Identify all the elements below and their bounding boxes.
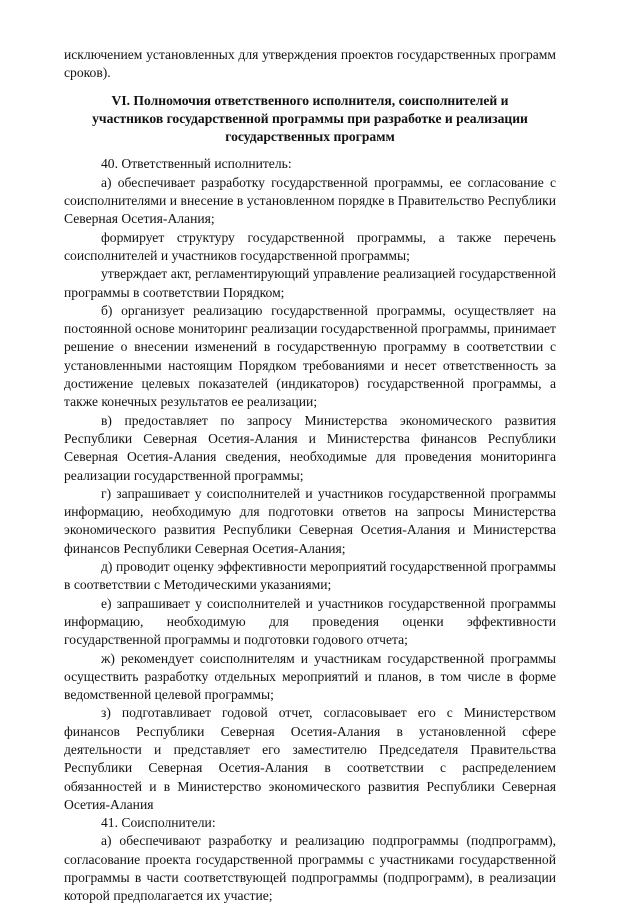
paragraph-41-title: 41. Соисполнители: [101, 815, 216, 831]
paragraph-40-z: з) подготавливает годовой отчет, согласовывает его с Министерством финансов Республики Северная Осетия-Алания в установленной сфере деятельности и представляет его заместителю Председателя Правительства Республики Северная Осетия-Алания в соответствии с распределением обязанностей и в Министерство экономического развития Республики Северная Осетия-Алания [64, 705, 556, 812]
section-heading [64, 92, 556, 147]
intro-paragraph: исключением установленных для утверждения проектов государственных программ сроков). [64, 47, 556, 81]
paragraph-40-a: а) обеспечивает разработку государственной программы, ее согласование с соисполнителями и внесение в установленном порядке в Правительство Республики Северная Осетия-Алания; [64, 174, 556, 227]
section-heading-line: участников государственной программы при разработке и реализации [92, 110, 528, 126]
paragraph-40-b: б) организует реализацию государственной программы, осуществляет на постоянной основе мониторинг реализации государственной программы, принимает решение о внесении изменений в государственную программу в соответствии с установленными настоящим Порядком требованиями и несет ответственность за достижение целевых показателей (индикаторов) государственной программы, а также конечных результатов ее реализации; [64, 302, 556, 410]
paragraph-40-title: 40. Ответственный исполнитель: [101, 156, 292, 172]
paragraph-41-a: а) обеспечивают разработку и реализацию подпрограммы (подпрограмм), согласование проекта государственной программы с участниками государственной программы в части соответствующей подпрограммы (подпрограмм), в реализации которой предполагается их участие; [64, 833, 556, 904]
paragraph-40-zh: ж) рекомендует соисполнителям и участникам государственной программы осуществить разработку отдельных мероприятий и планов, в том числе в форме ведомственной целевой программы; [64, 650, 556, 703]
paragraph-40-a-structure: формирует структуру государственной программы, а также перечень соисполнителей и участников государственной программы; [64, 229, 556, 263]
document-page [64, 46, 556, 906]
section-heading-line: государственных программ [225, 129, 395, 145]
paragraph-40-a-act: утверждает акт, регламентирующий управление реализацией государственной программы в соответствии Порядком; [64, 266, 556, 300]
paragraph-40-v: в) предоставляет по запросу Министерства экономического развития Республики Северная Осетия-Алания и Министерства финансов Республики Северная Осетия-Алания сведения, необходимые для проведения мониторинга реализации государственной программы; [64, 412, 556, 483]
paragraph-40-d: д) проводит оценку эффективности мероприятий государственной программы в соответствии с Методическими указаниями; [64, 559, 556, 593]
paragraph-40-e: е) запрашивает у соисполнителей и участников государственной программы информацию, необходимую для проведения оценки эффективности государственной программы и подготовки годового отчета; [64, 595, 556, 648]
paragraph-40-g: г) запрашивает у соисполнителей и участников государственной программы информацию, необходимую для подготовки ответов на запросы Министерства экономического развития Республики Северная Осетия-Алания и Министерства финансов Республики Северная Осетия-Алания; [64, 485, 556, 556]
section-heading-line: VI. Полномочия ответственного исполнителя, соисполнителей и [111, 92, 509, 108]
